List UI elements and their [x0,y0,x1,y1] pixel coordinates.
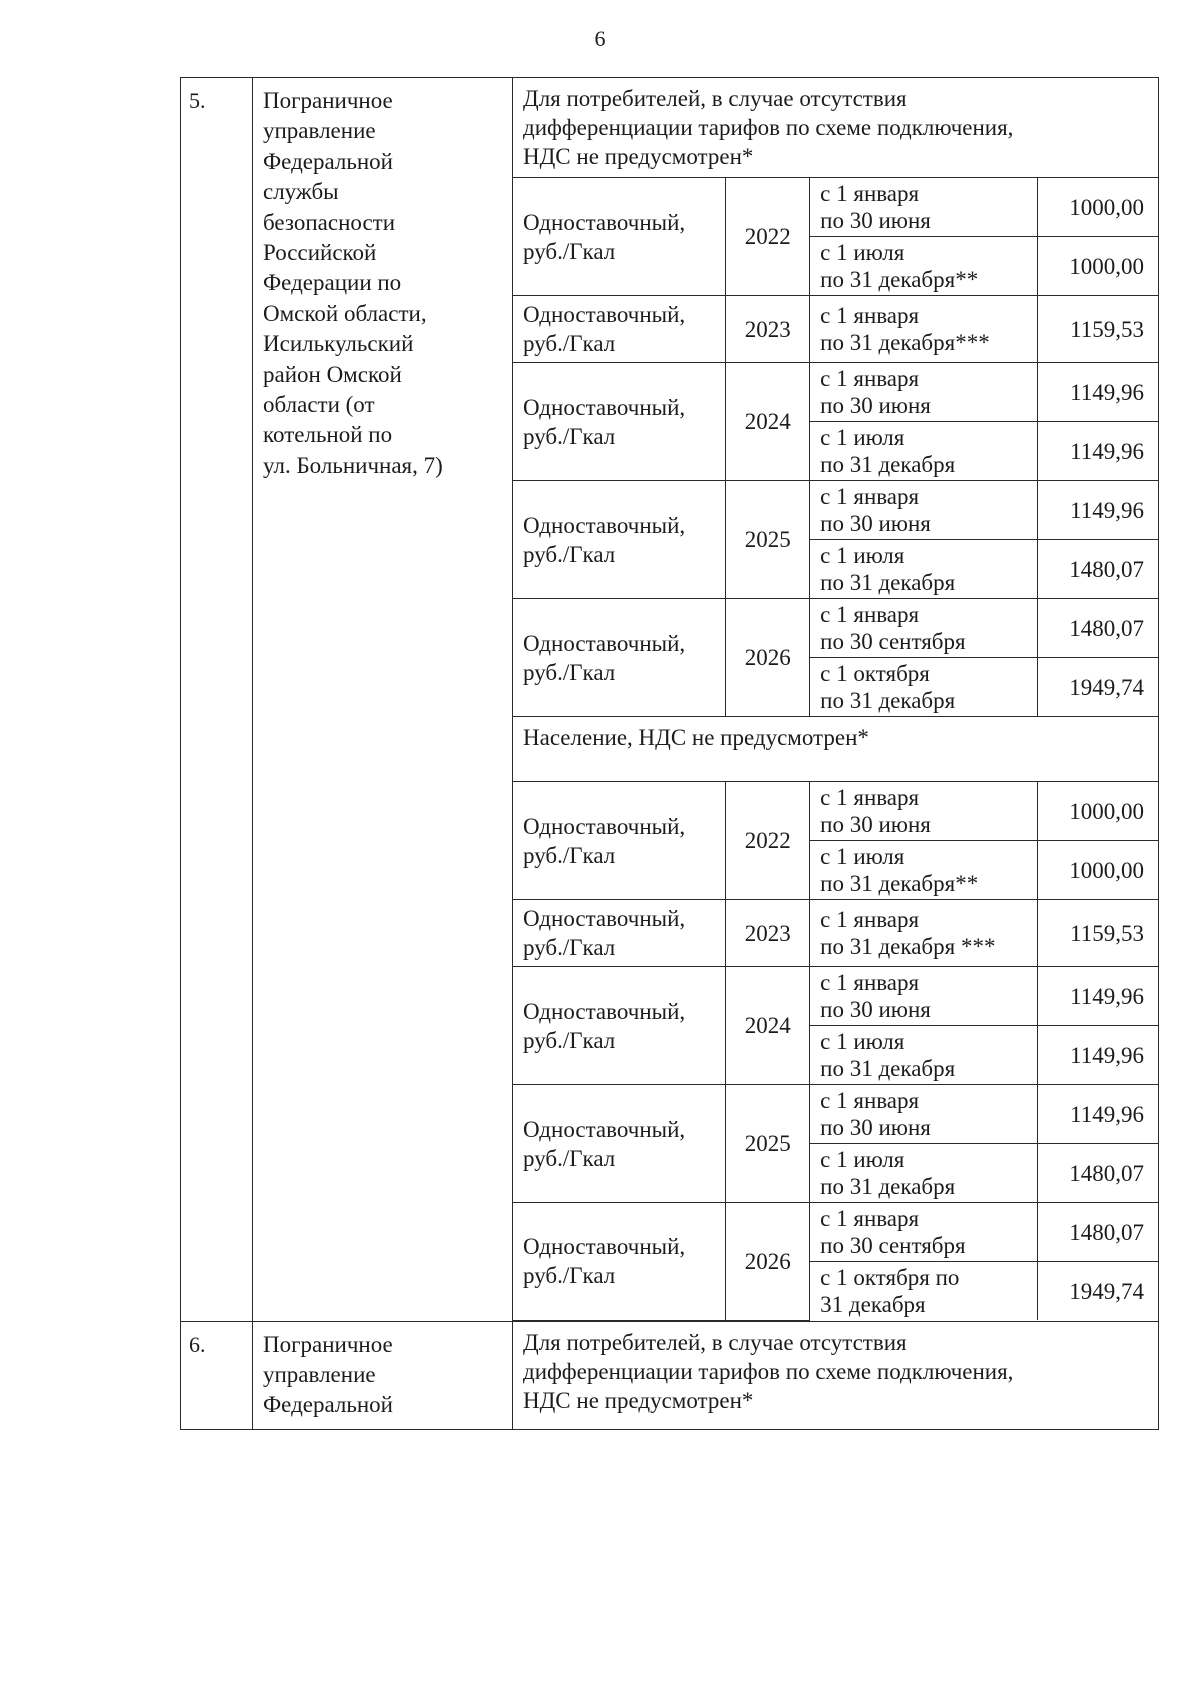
tariff-value: 1149,96 [1038,967,1158,1026]
tariff-value: 1000,00 [1038,841,1158,900]
period: с 1 января по 31 декабря*** [810,296,1038,363]
organization-cell [253,78,513,1322]
year: 2022 [726,178,810,296]
tariffs-cell [513,1321,1159,1429]
period: с 1 января по 30 июня [810,178,1038,237]
tariff-value: 1149,96 [1038,1026,1158,1085]
rate-type: Одноставочный, руб./Гкал [513,967,726,1085]
section-header-row [513,717,1158,782]
tariff-value: 1000,00 [1038,237,1158,296]
period: с 1 января по 31 декабря *** [810,900,1038,967]
year: 2025 [726,481,810,599]
tariff-value: 1480,07 [1038,1144,1158,1203]
tariff-value: 1149,96 [1038,363,1158,422]
period: с 1 января по 30 июня [810,363,1038,422]
tariff-value: 1480,07 [1038,1203,1158,1262]
tariff-row [513,599,1158,658]
tariffs-cell [513,78,1159,1322]
rate-type: Одноставочный, руб./Гкал [513,1203,726,1321]
period: с 1 января по 30 июня [810,481,1038,540]
tariff-value: 1480,07 [1038,599,1158,658]
section-header-row [513,78,1158,178]
organization-cell [253,1321,513,1429]
tariff-row [513,1085,1158,1144]
period: с 1 января по 30 июня [810,967,1038,1026]
rate-type: Одноставочный, руб./Гкал [513,900,726,967]
year: 2026 [726,1203,810,1321]
year: 2024 [726,363,810,481]
table-row [181,1321,1159,1429]
row-number: 6. [181,1321,253,1429]
tariff-value: 1480,07 [1038,540,1158,599]
tariff-value: 1949,74 [1038,658,1158,717]
rate-type: Одноставочный, руб./Гкал [513,363,726,481]
period: с 1 июля по 31 декабря [810,1144,1038,1203]
tariff-value: 1000,00 [1038,178,1158,237]
year: 2024 [726,967,810,1085]
table-row [181,78,1159,1322]
year: 2023 [726,296,810,363]
period: с 1 января по 30 сентября [810,599,1038,658]
section-header: Население, НДС не предусмотрен* [513,717,1158,782]
section-header: Для потребителей, в случае отсутствия дифференциации тарифов по схеме подключения, НДС не предусмотрен* [523,1329,1014,1413]
page-number: 6 [594,26,606,51]
tariff-row [513,967,1158,1026]
period: с 1 октября по 31 декабря [810,1262,1038,1321]
section-header: Для потребителей, в случае отсутствия дифференциации тарифов по схеме подключения, НДС не предусмотрен* [513,78,1158,178]
period: с 1 июля по 31 декабря** [810,237,1038,296]
tariff-subtable [513,78,1158,1321]
tariff-value: 1000,00 [1038,782,1158,841]
period: с 1 января по 30 июня [810,1085,1038,1144]
rate-type: Одноставочный, руб./Гкал [513,481,726,599]
rate-type: Одноставочный, руб./Гкал [513,1085,726,1203]
row-number: 5. [181,78,253,1322]
year: 2026 [726,599,810,717]
period: с 1 января по 30 сентября [810,1203,1038,1262]
tariff-value: 1149,96 [1038,481,1158,540]
period: с 1 октября по 31 декабря [810,658,1038,717]
tariff-table [180,77,1159,1430]
period: с 1 июля по 31 декабря [810,422,1038,481]
rate-type: Одноставочный, руб./Гкал [513,296,726,363]
period: с 1 июля по 31 декабря [810,540,1038,599]
year: 2022 [726,782,810,900]
tariff-row [513,481,1158,540]
section-header-row [513,1322,1158,1429]
tariff-value: 1159,53 [1038,900,1158,967]
tariff-subtable [513,1322,1158,1429]
tariff-value: 1149,96 [1038,422,1158,481]
period: с 1 июля по 31 декабря** [810,841,1038,900]
tariff-value: 1949,74 [1038,1262,1158,1321]
organization-name: Пограничное управление Федеральной службы безопасности Российской Федерации по Омской области, Исилькульский район Омской области (от котельной по ул. Больничная, 7) [263,88,443,478]
tariff-row [513,363,1158,422]
tariff-row [513,296,1158,363]
tariff-value: 1149,96 [1038,1085,1158,1144]
year: 2023 [726,900,810,967]
rate-type: Одноставочный, руб./Гкал [513,178,726,296]
organization-name: Пограничное управление Федеральной [263,1331,393,1418]
rate-type: Одноставочный, руб./Гкал [513,599,726,717]
tariff-row [513,178,1158,237]
rate-type: Одноставочный, руб./Гкал [513,782,726,900]
tariff-row [513,1203,1158,1262]
tariff-row [513,782,1158,841]
period: с 1 июля по 31 декабря [810,1026,1038,1085]
period: с 1 января по 30 июня [810,782,1038,841]
tariff-row [513,900,1158,967]
year: 2025 [726,1085,810,1203]
tariff-value: 1159,53 [1038,296,1158,363]
